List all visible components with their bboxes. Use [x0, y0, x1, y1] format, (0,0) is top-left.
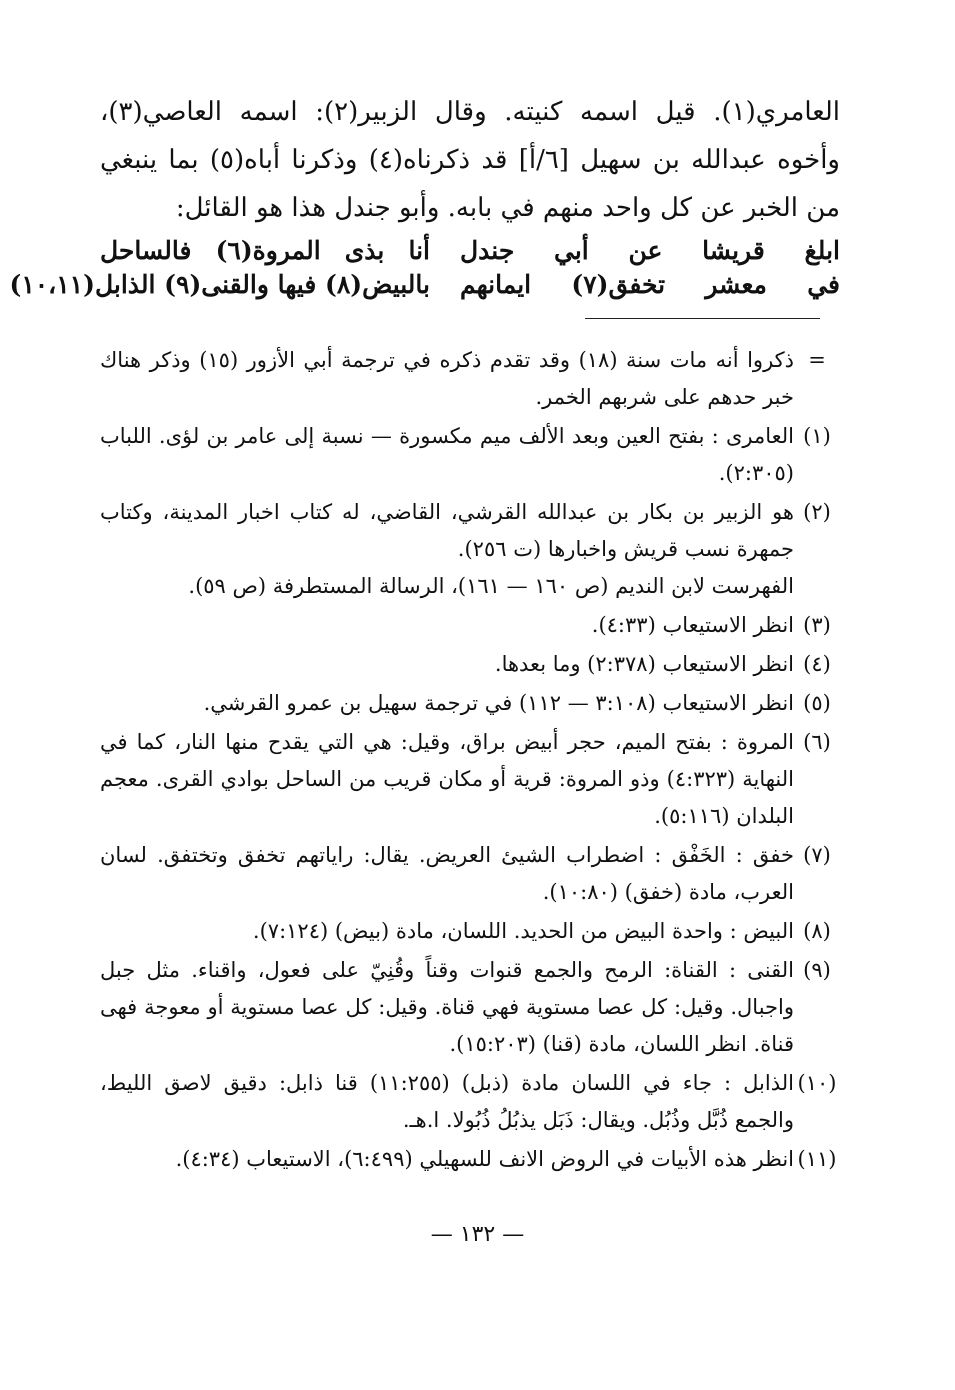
footnote-number: (٥) — [803, 691, 831, 715]
footnote-text — [100, 837, 794, 911]
footnote-line: ذكروا أنه مات سنة (١٨) وقد تقدم ذكره في ترجمة أبي الأزور (١٥) وذكر هناك خبر حدهم على شربهم الخمر. — [100, 348, 794, 409]
footnote-number: (١٠) — [797, 1071, 837, 1095]
footnote-number: (٧) — [803, 843, 831, 867]
poem — [9, 234, 840, 302]
footnote-text — [100, 418, 794, 492]
footnote-line: هو الزبير بن بكار بن عبدالله القرشي، القاضي، له كتاب اخبار المدينة، وكتاب جمهرة نسب قريش واخبارها (ت ٢٥٦). — [100, 500, 794, 561]
footnote-number: = — [808, 348, 826, 372]
footnote-number: (٣) — [803, 613, 831, 637]
footnote — [100, 342, 840, 416]
footnote-number: (١) — [803, 424, 831, 448]
footnote — [100, 837, 840, 911]
footnote-text — [100, 913, 794, 950]
footnote-line: البيض : واحدة البيض من الحديد. اللسان، مادة (بيض) (٧:١٢٤). — [252, 919, 794, 943]
verse-1-second-hemistich: أنا بذى المروة(٦) فالساحل — [100, 236, 430, 265]
footnote-text — [100, 1141, 794, 1178]
footnote-line: العامرى : بفتح العين وبعد الألف ميم مكسورة — نسبة إلى عامر بن لؤى. اللباب (٢:٣٠٥). — [100, 424, 794, 485]
footnote — [100, 724, 840, 835]
footnote-line: انظر الاستيعاب (٢:٣٧٨) وما بعدها. — [494, 652, 794, 676]
footnote-number: (٩) — [803, 958, 831, 982]
footnote-separator — [585, 318, 820, 319]
footnote-text — [100, 685, 794, 722]
footnote — [100, 646, 840, 683]
footnote-text — [100, 342, 794, 416]
footnote-separator-wrap — [100, 302, 840, 324]
footnote-number: (٢) — [803, 500, 831, 524]
footnote — [100, 607, 840, 644]
footnote — [100, 913, 840, 950]
footnote-number: (٦) — [803, 730, 831, 754]
main-text — [100, 88, 840, 232]
footnote — [100, 1141, 840, 1178]
verse-line-1 — [100, 234, 840, 268]
footnote — [100, 1065, 840, 1139]
footnote-line: المروة : بفتح الميم، حجر أبيض براق، وقيل: هي التي يقدح منها النار، كما في النهاية (٤:٣٢٣) وذو المروة: قرية أو مكان قريب من الساحل بوادي القرى. معجم البلدان (٥:١١٦). — [100, 730, 794, 828]
verse-line-2 — [9, 268, 840, 302]
footnote-line: القنى : القناة: الرمح والجمع قنوات وقناً وقُنِيّ على فعول، واقناء. مثل جبل واجبال. وقيل: كل عصا مستوية فهي قناة. وقيل: كل عصا مستوية أو معوجة فهى قناة. انظر اللسان، مادة (قنا) (١٥:٢٠٣). — [100, 958, 794, 1056]
page-content — [9, 88, 840, 1180]
footnote-line: انظر الاستيعاب (٤:٣٣). — [591, 613, 794, 637]
footnote — [100, 685, 840, 722]
footnote-line: الفهرست لابن النديم (ص ١٦٠ — ١٦١)، الرسالة المستطرفة (ص ٥٩). — [188, 574, 794, 598]
main-paragraph: العامري(١). قيل اسمه كنيته. وقال الزبير(٢): اسمه العاصي(٣)، وأخوه عبدالله بن سهيل [٦/أ] قد ذكرناه(٤) وذكرنا أباه(٥) بما ينبغي من الخبر عن كل واحد منهم في بابه. وأبو جندل هذا هو القائل: — [100, 97, 840, 223]
footnote — [100, 494, 840, 605]
footnote — [100, 952, 840, 1063]
footnote-text — [100, 1065, 794, 1139]
footnote-line: انظر الاستيعاب (٣:١٠٨ — ١١٢) في ترجمة سهيل بن عمرو القرشي. — [203, 691, 794, 715]
footnote-text — [100, 646, 794, 683]
footnote-number: (١١) — [797, 1147, 837, 1171]
footnote-text — [100, 724, 794, 835]
footnote-line: الذابل : جاء في اللسان مادة (ذبل) (١١:٢٥٥) قنا ذابل: دقيق لاصق الليط، والجمع ذُبَّل وذُبُل. ويقال: ذَبَل يذبُلُ ذُبُولا. ا.هـ. — [100, 1071, 794, 1132]
footnote — [100, 418, 840, 492]
footnote-line: خفق : الخَفْق : اضطراب الشيئ العريض. يقال: راياتهم تخفق وتختفق. لسان العرب، مادة (خفق) (١٠:٨٠). — [100, 843, 794, 904]
footnote-number: (٤) — [803, 652, 831, 676]
footnote-text — [100, 952, 794, 1063]
verse-1-first-hemistich: ابلغ قريشا عن أبي جندل — [460, 236, 840, 265]
footnote-number: (٨) — [803, 919, 831, 943]
footnotes — [100, 342, 840, 1178]
verse-2-second-hemistich: بالبيض(٨) فيها والقنى(٩) الذابل(١٠،١١) — [9, 270, 430, 299]
verse-2-first-hemistich: في معشر تخفق(٧) ايمانهم — [460, 270, 840, 299]
page-number: — ١٣٢ — — [430, 1222, 525, 1247]
footnote-text — [100, 494, 794, 605]
footnote-line: انظر هذه الأبيات في الروض الانف للسهيلي (٦:٤٩٩)، الاستيعاب (٤:٣٤). — [175, 1147, 794, 1171]
footnote-text — [100, 607, 794, 644]
